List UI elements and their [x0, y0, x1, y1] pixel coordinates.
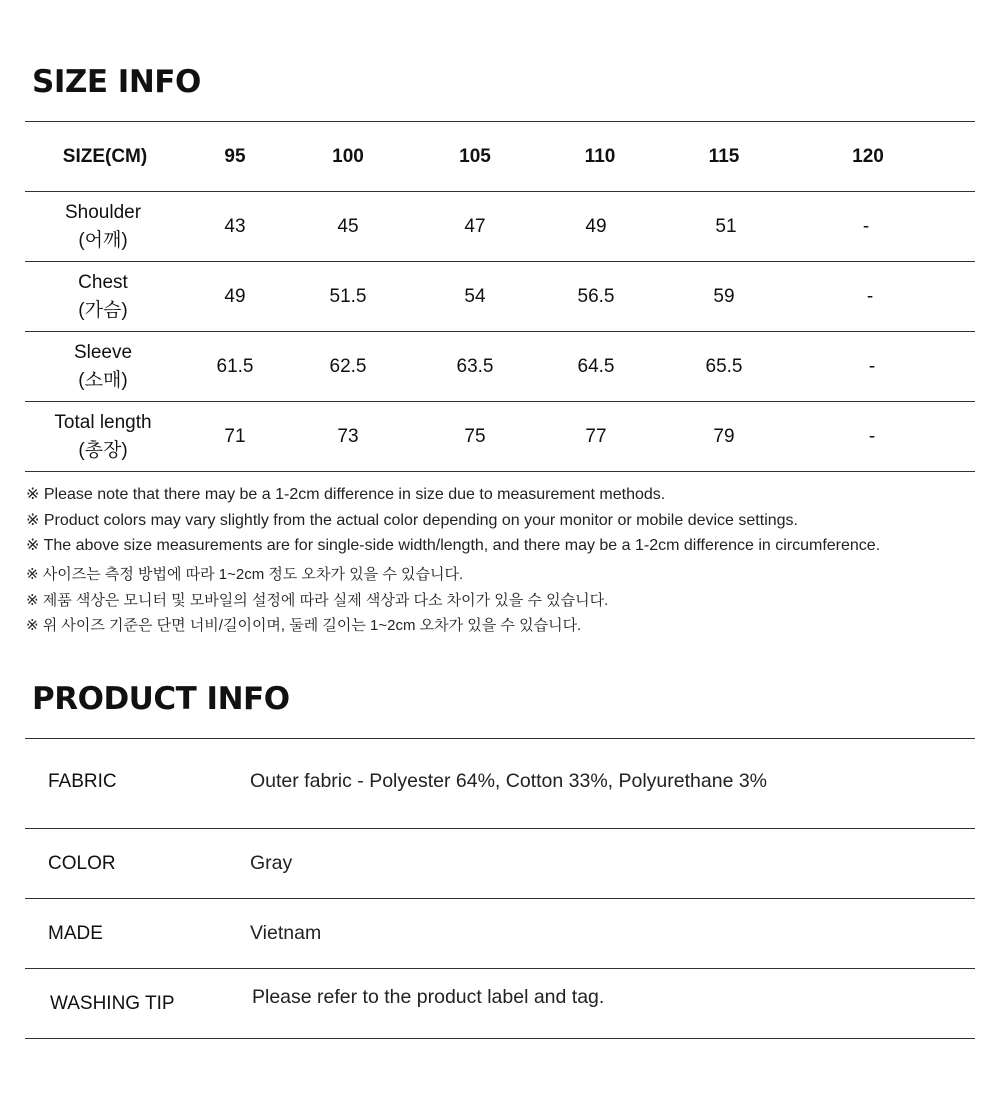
product-key: COLOR [48, 852, 116, 874]
size-value: - [866, 285, 874, 307]
product-info-table [25, 738, 975, 1039]
size-row-shoulder [25, 192, 975, 262]
row-label-ko: (가슴) [78, 299, 128, 321]
size-value: - [868, 425, 876, 447]
size-value: 64.5 [577, 355, 615, 377]
product-row-made [25, 899, 975, 969]
product-key: MADE [48, 922, 103, 944]
size-row-total-length [25, 402, 975, 472]
size-value: 43 [224, 215, 246, 237]
row-label [78, 262, 128, 331]
size-note: ※ 사이즈는 측정 방법에 따라 1~2cm 정도 오차가 있을 수 있습니다. [26, 566, 464, 583]
size-value: - [862, 215, 870, 237]
row-label-en: Total length [54, 411, 152, 433]
header-size-105: 105 [459, 145, 491, 167]
size-value: 49 [585, 215, 607, 237]
header-size-95: 95 [224, 145, 246, 167]
size-value: 61.5 [216, 355, 254, 377]
size-value: 77 [585, 425, 607, 447]
size-value: 62.5 [329, 355, 367, 377]
row-label-ko: (어깨) [78, 229, 128, 251]
size-value: 79 [713, 425, 735, 447]
size-value: 47 [464, 215, 486, 237]
header-size-120: 120 [852, 145, 884, 167]
size-value: 75 [464, 425, 486, 447]
size-value: 51 [715, 215, 737, 237]
size-value: 65.5 [705, 355, 743, 377]
header-size-100: 100 [332, 145, 364, 167]
size-table-header [25, 122, 975, 192]
product-row-washing-tip [25, 969, 975, 1039]
header-size-115: 115 [708, 145, 740, 167]
product-value: Outer fabric - Polyester 64%, Cotton 33%, Polyurethane 3% [250, 770, 768, 792]
size-value: 56.5 [577, 285, 615, 307]
size-note: ※ Please note that there may be a 1-2cm difference in size due to measurement methods. [26, 486, 666, 503]
size-value: 49 [224, 285, 246, 307]
size-notes-korean [26, 562, 986, 639]
row-label-ko: (소매) [78, 369, 128, 391]
size-note: ※ Product colors may vary slightly from the actual color depending on your monitor or mobile device settings. [26, 511, 798, 529]
product-value: Gray [250, 852, 293, 874]
size-note: ※ The above size measurements are for single-side width/length, and there may be a 1-2cm difference in circumference. [26, 537, 881, 554]
size-table [25, 121, 975, 472]
header-size-110: 110 [584, 145, 616, 167]
size-note: ※ 제품 색상은 모니터 및 모바일의 설정에 따라 실제 색상과 다소 차이가 있을 수 있습니다. [26, 591, 609, 609]
size-value: 51.5 [329, 285, 367, 307]
product-value: Vietnam [250, 922, 322, 944]
product-row-fabric [25, 739, 975, 829]
product-value: Please refer to the product label and tag. [252, 986, 605, 1008]
size-value: - [868, 355, 876, 377]
size-value: 54 [464, 285, 486, 307]
row-label-en: Chest [78, 271, 128, 293]
size-value: 45 [337, 215, 359, 237]
product-key: WASHING TIP [50, 992, 175, 1014]
row-label-en: Sleeve [73, 341, 133, 363]
size-row-sleeve [25, 332, 975, 402]
row-label-en: Shoulder [64, 201, 142, 223]
size-value: 71 [224, 425, 246, 447]
size-note: ※ 위 사이즈 기준은 단면 너비/길이이며, 둘레 길이는 1~2cm 오차가 있을 수 있습니다. [26, 617, 582, 634]
size-value: 73 [337, 425, 359, 447]
row-label [65, 192, 141, 261]
header-size-cm: SIZE(CM) [62, 145, 148, 167]
size-notes-english [26, 482, 986, 559]
size-info-title: SIZE INFO [32, 64, 201, 100]
size-value: 63.5 [456, 355, 494, 377]
row-label-ko: (총장) [78, 439, 128, 461]
row-label [54, 402, 151, 471]
row-label [74, 332, 132, 401]
product-row-color [25, 829, 975, 899]
product-info-title: PRODUCT INFO [32, 681, 290, 717]
size-value: 59 [713, 285, 735, 307]
product-key: FABRIC [48, 770, 117, 792]
size-row-chest [25, 262, 975, 332]
